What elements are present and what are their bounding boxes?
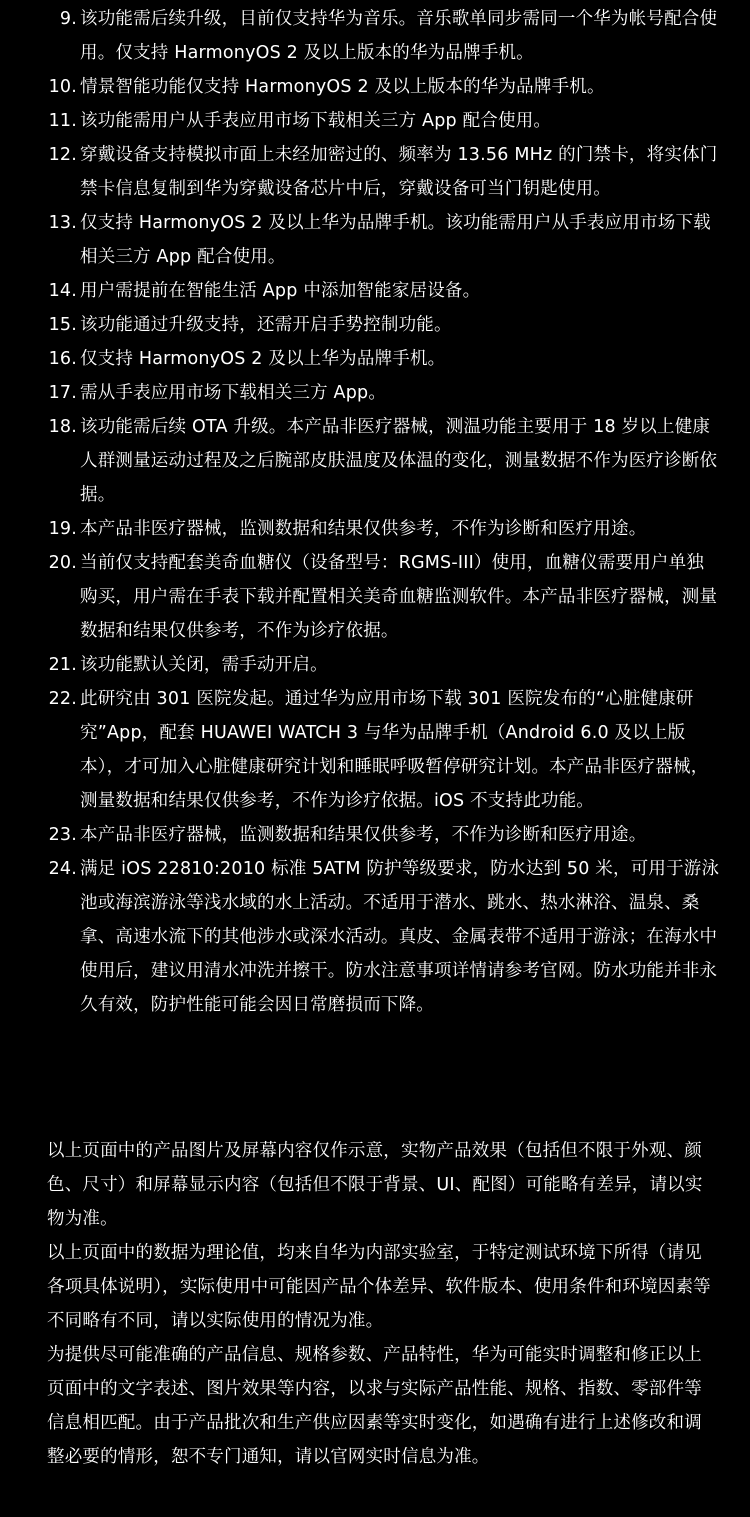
footnote-item (0, 512, 750, 546)
footnote-item (0, 2, 750, 70)
footnote-number: 23. (48, 825, 77, 845)
footnote-number: 20. (48, 553, 77, 573)
footnote-item (0, 206, 750, 274)
footnote-number: 10. (48, 77, 77, 97)
footnote-item (0, 818, 750, 852)
footnote-text: 该功能默认关闭，需手动开启。 (80, 655, 328, 675)
footnote-text: 穿戴设备支持模拟市面上未经加密过的、频率为 13.56 MHz 的门禁卡，将实体门禁卡信息复制到华为穿戴设备芯片中后，穿戴设备可当门钥匙使用。 (80, 145, 718, 199)
disclaimer-paragraph: 为提供尽可能准确的产品信息、规格参数、产品特性，华为可能实时调整和修正以上页面中的文字表述、图片效果等内容，以求与实际产品性能、规格、指数、零部件等信息相匹配。由于产品批次和生产供应因素等实时变化，如遇确有进行上述修改和调整必要的情形，恕不专门通知，请以官网实时信息为准。 (47, 1345, 702, 1467)
footnote-number: 21. (48, 655, 77, 675)
footnote-text: 情景智能功能仅支持 HarmonyOS 2 及以上版本的华为品牌手机。 (80, 77, 605, 97)
footnote-item (0, 104, 750, 138)
footnote-item (0, 682, 750, 818)
footnote-text: 需从手表应用市场下载相关三方 App。 (80, 383, 387, 403)
disclaimer-paragraph: 以上页面中的数据为理论值，均来自华为内部实验室，于特定测试环境下所得（请见各项具体说明），实际使用中可能因产品个体差异、软件版本、使用条件和环境因素等不同略有不同，请以实际使用的情况为准。 (47, 1243, 711, 1331)
footnote-item (0, 410, 750, 512)
footnote-text: 本产品非医疗器械，监测数据和结果仅供参考，不作为诊断和医疗用途。 (80, 825, 647, 845)
footnote-number: 11. (48, 111, 77, 131)
footnote-item (0, 376, 750, 410)
footnote-item (0, 342, 750, 376)
footnote-text: 仅支持 HarmonyOS 2 及以上华为品牌手机。 (80, 349, 446, 369)
footnote-number: 12. (48, 145, 77, 165)
footnote-text: 该功能通过升级支持，还需开启手势控制功能。 (80, 315, 452, 335)
footnote-text: 用户需提前在智能生活 App 中添加智能家居设备。 (80, 281, 481, 301)
footnote-item (0, 308, 750, 342)
disclaimer-section (47, 1134, 717, 1474)
disclaimer-paragraph: 以上页面中的产品图片及屏幕内容仅作示意，实物产品效果（包括但不限于外观、颜色、尺寸）和屏幕显示内容（包括但不限于背景、UI、配图）可能略有差异，请以实物为准。 (47, 1141, 703, 1229)
footnote-number: 18. (48, 417, 77, 437)
footnote-number: 15. (48, 315, 77, 335)
footnote-text: 此研究由 301 医院发起。通过华为应用市场下载 301 医院发布的“心脏健康研究”App，配套 HUAWEI WATCH 3 与华为品牌手机（Android 6.0 及以上版本），才可加入心脏健康研究计划和睡眠呼吸暂停研究计划。本产品非医疗器械，测量数据和结果仅供参考，不作为诊疗依据。iOS 不支持此功能。 (80, 689, 709, 811)
footnote-item (0, 138, 750, 206)
footnote-text: 该功能需后续升级，目前仅支持华为音乐。音乐歌单同步需同一个华为帐号配合使用。仅支持 HarmonyOS 2 及以上版本的华为品牌手机。 (80, 9, 718, 63)
footnote-item (0, 546, 750, 648)
footnote-number: 13. (48, 213, 77, 233)
footnote-text: 仅支持 HarmonyOS 2 及以上华为品牌手机。该功能需用户从手表应用市场下载相关三方 App 配合使用。 (80, 213, 711, 267)
footnote-text: 当前仅支持配套美奇血糖仪（设备型号：RGMS-III）使用，血糖仪需要用户单独购买，用户需在手表下载并配置相关美奇血糖监测软件。本产品非医疗器械，测量数据和结果仅供参考，不作为诊疗依据。 (80, 553, 718, 641)
footnote-text: 该功能需用户从手表应用市场下载相关三方 App 配合使用。 (80, 111, 552, 131)
footnote-text: 该功能需后续 OTA 升级。本产品非医疗器械，测温功能主要用于 18 岁以上健康人群测量运动过程及之后腕部皮肤温度及体温的变化，测量数据不作为医疗诊断依据。 (80, 417, 718, 505)
footnote-item (0, 648, 750, 682)
footnote-number: 24. (48, 859, 77, 879)
footnote-item (0, 274, 750, 308)
footnote-number: 22. (48, 689, 77, 709)
footnote-item (0, 70, 750, 104)
footnote-text: 本产品非医疗器械，监测数据和结果仅供参考，不作为诊断和医疗用途。 (80, 519, 647, 539)
footnote-number: 14. (48, 281, 77, 301)
footnote-number: 17. (48, 383, 77, 403)
footnote-item (0, 852, 750, 1022)
footnote-number: 9. (59, 9, 77, 29)
footnote-text: 满足 iOS 22810:2010 标准 5ATM 防护等级要求，防水达到 50 米，可用于游泳池或海滨游泳等浅水域的水上活动。不适用于潜水、跳水、热水淋浴、温泉、桑拿、高速水流下的其他涉水或深水活动。真皮、金属表带不适用于游泳；在海水中使用后，建议用清水冲洗并擦干。防水注意事项详情请参考官网。防水功能并非永久有效，防护性能可能会因日常磨损而下降。 (80, 859, 720, 1015)
footnote-number: 19. (48, 519, 77, 539)
footnote-number: 16. (48, 349, 77, 369)
